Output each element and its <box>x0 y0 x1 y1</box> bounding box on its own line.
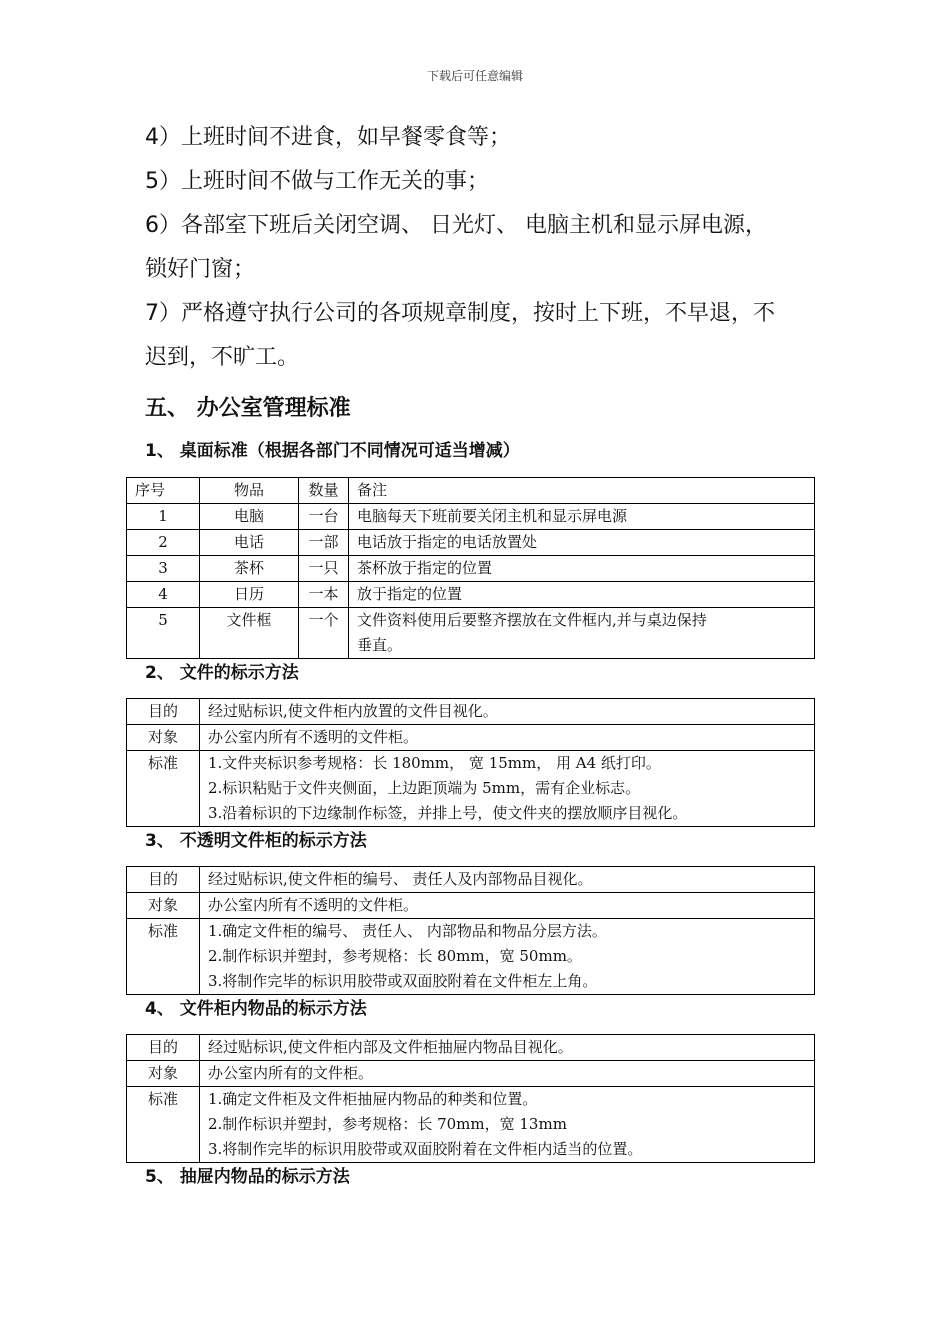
row-label: 对象 <box>127 1061 200 1087</box>
standard-line: 1.确定文件柜的编号、 责任人、 内部物品和物品分层方法。 <box>208 922 607 940</box>
table-cell: 电脑每天下班前要关闭主机和显示屏电源 <box>349 504 815 530</box>
row-value: 办公室内所有的文件柜。 <box>200 1061 815 1087</box>
table-cell: 电脑 <box>200 504 299 530</box>
table-row <box>127 893 815 919</box>
table-cell: 日历 <box>200 582 299 608</box>
section-2-heading: 2、 文件的标示方法 <box>145 663 299 683</box>
table-cell: 一只 <box>299 556 349 582</box>
row-label: 标准 <box>127 1087 200 1163</box>
page-header: 下载后可任意编辑 <box>426 69 523 83</box>
row-value: 经过贴标识,使文件柜的编号、 责任人及内部物品目视化。 <box>200 867 815 893</box>
section-5-heading: 5、 抽屉内物品的标示方法 <box>145 1167 350 1187</box>
section-title: 五、 办公室管理标准 <box>145 396 351 421</box>
table-row <box>127 504 815 530</box>
section-3-heading: 3、 不透明文件柜的标示方法 <box>145 831 367 851</box>
table-header-row <box>127 478 815 504</box>
table-cell <box>349 608 815 659</box>
table-cell: 电话 <box>200 530 299 556</box>
note-line: 垂直。 <box>357 636 403 654</box>
row-value <box>200 919 815 995</box>
table-row <box>127 919 815 995</box>
table-cell: 放于指定的位置 <box>349 582 815 608</box>
paragraph-6-cont: 锁好门窗； <box>145 257 256 282</box>
table-row <box>127 867 815 893</box>
standard-line: 2.制作标识并塑封，参考规格：长 70mm，宽 13mm <box>208 1115 567 1133</box>
row-value: 办公室内所有不透明的文件柜。 <box>200 893 815 919</box>
table-cell: 文件框 <box>200 608 299 659</box>
table-cell: 一个 <box>299 608 349 659</box>
standard-line: 1.确定文件柜及文件柜抽屉内物品的种类和位置。 <box>208 1090 538 1108</box>
table-cell: 茶杯放于指定的位置 <box>349 556 815 582</box>
row-label: 对象 <box>127 893 200 919</box>
table-row <box>127 725 815 751</box>
table-row <box>127 1061 815 1087</box>
table-cell: 一本 <box>299 582 349 608</box>
header-cell: 序号 <box>127 478 200 504</box>
table-row <box>127 1087 815 1163</box>
row-label: 目的 <box>127 699 200 725</box>
header-cell: 数量 <box>299 478 349 504</box>
section-3-table <box>126 866 815 995</box>
standard-line: 1.文件夹标识参考规格：长 180mm， 宽 15mm， 用 A4 纸打印。 <box>208 754 661 772</box>
table-row <box>127 556 815 582</box>
table-cell: 一台 <box>299 504 349 530</box>
desk-table <box>126 477 815 659</box>
table-row <box>127 751 815 827</box>
table-row <box>127 699 815 725</box>
row-label: 目的 <box>127 867 200 893</box>
table-cell: 5 <box>127 608 200 659</box>
table-cell: 电话放于指定的电话放置处 <box>349 530 815 556</box>
row-value: 经过贴标识,使文件柜内部及文件柜抽屉内物品目视化。 <box>200 1035 815 1061</box>
row-label: 标准 <box>127 751 200 827</box>
table-row <box>127 1035 815 1061</box>
table-cell: 3 <box>127 556 200 582</box>
row-label: 目的 <box>127 1035 200 1061</box>
paragraph-5: 5）上班时间不做与工作无关的事； <box>145 169 489 194</box>
table-row <box>127 582 815 608</box>
table-row <box>127 530 815 556</box>
paragraph-7: 7）严格遵守执行公司的各项规章制度，按时上下班，不早退，不 <box>145 301 775 326</box>
table-cell: 4 <box>127 582 200 608</box>
row-value: 办公室内所有不透明的文件柜。 <box>200 725 815 751</box>
row-label: 标准 <box>127 919 200 995</box>
standard-line: 2.标识粘贴于文件夹侧面，上边距顶端为 5mm，需有企业标志。 <box>208 779 641 797</box>
section-4-table <box>126 1034 815 1163</box>
note-line: 文件资料使用后要整齐摆放在文件框内,并与桌边保持 <box>357 611 707 629</box>
row-value: 经过贴标识,使文件柜内放置的文件目视化。 <box>200 699 815 725</box>
row-value <box>200 1087 815 1163</box>
table-row <box>127 608 815 659</box>
header-cell: 物品 <box>200 478 299 504</box>
header-cell: 备注 <box>349 478 815 504</box>
standard-line: 3.将制作完毕的标识用胶带或双面胶附着在文件柜左上角。 <box>208 972 598 990</box>
standard-line: 2.制作标识并塑封，参考规格：长 80mm，宽 50mm。 <box>208 947 582 965</box>
row-label: 对象 <box>127 725 200 751</box>
section-4-heading: 4、 文件柜内物品的标示方法 <box>145 999 367 1019</box>
paragraph-4: 4）上班时间不进食，如早餐零食等； <box>145 125 511 150</box>
row-value <box>200 751 815 827</box>
paragraph-7-cont: 迟到，不旷工。 <box>145 345 300 370</box>
table-cell: 一部 <box>299 530 349 556</box>
table-cell: 1 <box>127 504 200 530</box>
table-cell: 茶杯 <box>200 556 299 582</box>
standard-line: 3.沿着标识的下边缘制作标签，并排上号，使文件夹的摆放顺序目视化。 <box>208 804 688 822</box>
section-2-table <box>126 698 815 827</box>
desk-heading: 1、 桌面标准（根据各部门不同情况可适当增减） <box>145 441 520 461</box>
paragraph-6: 6）各部室下班后关闭空调、 日光灯、 电脑主机和显示屏电源， <box>145 213 767 238</box>
table-cell: 2 <box>127 530 200 556</box>
standard-line: 3.将制作完毕的标识用胶带或双面胶附着在文件柜内适当的位置。 <box>208 1140 643 1158</box>
